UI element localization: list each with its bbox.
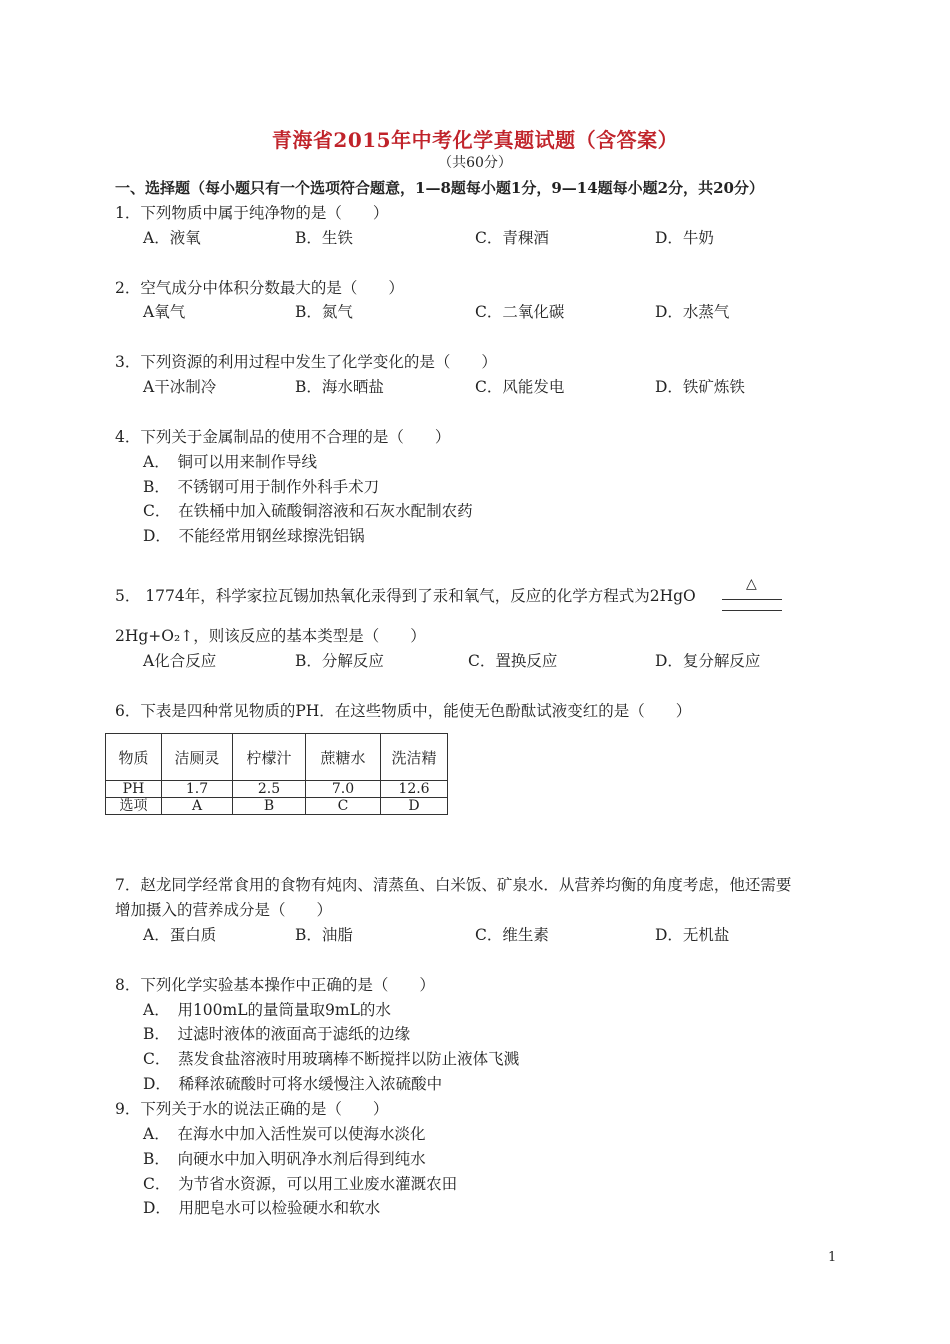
question-5-option-c: C．置换反应 <box>468 652 558 670</box>
table-cell: A <box>162 798 233 815</box>
table-cell: 7.0 <box>306 781 381 798</box>
question-2-stem: 2．空气成分中体积分数最大的是（ ） <box>115 279 404 297</box>
question-1-stem: 1．下列物质中属于纯净物的是（ ） <box>115 204 389 222</box>
table-cell: C <box>306 798 381 815</box>
table-cell: D <box>381 798 448 815</box>
table-cell: 洁厕灵 <box>162 734 233 781</box>
question-2-option-d: D．水蒸气 <box>655 303 730 321</box>
question-3-option-a: A干冰制冷 <box>143 378 217 396</box>
table-cell: 2.5 <box>233 781 306 798</box>
question-8-option-d: D． 稀释浓硫酸时可将水缓慢注入浓硫酸中 <box>143 1075 443 1093</box>
heat-symbol: △ <box>746 576 757 592</box>
question-3-option-d: D．铁矿炼铁 <box>655 378 745 396</box>
question-8-option-a: A． 用100mL的量筒量取9mL的水 <box>143 1001 391 1019</box>
question-5-stem: 5． 1774年，科学家拉瓦锡加热氧化汞得到了汞和氧气，反应的化学方程式为2HgO <box>115 587 696 605</box>
question-3-option-c: C．风能发电 <box>475 378 565 396</box>
table-cell: B <box>233 798 306 815</box>
question-7-option-b: B．油脂 <box>295 926 353 944</box>
reaction-equals-sign <box>722 599 782 611</box>
question-7-stem: 7．赵龙同学经常食用的食物有炖肉、清蒸鱼、白米饭、矿泉水．从营养均衡的角度考虑，他还需要 <box>115 876 792 894</box>
question-9-option-b: B． 向硬水中加入明矾净水剂后得到纯水 <box>143 1150 426 1168</box>
question-9-stem: 9．下列关于水的说法正确的是（ ） <box>115 1100 389 1118</box>
table-row-option <box>106 798 448 815</box>
question-2-option-a: A氧气 <box>143 303 186 321</box>
table-cell: 1.7 <box>162 781 233 798</box>
table-cell: 12.6 <box>381 781 448 798</box>
question-5-stem-continued: 2Hg+O₂↑，则该反应的基本类型是（ ） <box>115 627 426 645</box>
question-1-option-a: A．液氧 <box>143 229 201 247</box>
question-1-option-c: C．青稞酒 <box>475 229 549 247</box>
page-title: 青海省2015年中考化学真题试题（含答案） <box>271 128 679 152</box>
table-cell: 选项 <box>106 798 162 815</box>
ph-table <box>105 733 448 815</box>
question-7-option-a: A．蛋白质 <box>143 926 217 944</box>
table-row-ph <box>106 781 448 798</box>
question-9-option-d: D． 用肥皂水可以检验硬水和软水 <box>143 1199 381 1217</box>
question-9-option-a: A． 在海水中加入活性炭可以使海水淡化 <box>143 1125 426 1143</box>
table-cell: 物质 <box>106 734 162 781</box>
table-cell: 蔗糖水 <box>306 734 381 781</box>
question-4-option-c: C． 在铁桶中加入硫酸铜溶液和石灰水配制农药 <box>143 502 473 520</box>
question-3-stem: 3．下列资源的利用过程中发生了化学变化的是（ ） <box>115 353 497 371</box>
question-5-option-d: D．复分解反应 <box>655 652 761 670</box>
question-3-option-b: B．海水晒盐 <box>295 378 384 396</box>
question-7-option-d: D．无机盐 <box>655 926 730 944</box>
table-row-header <box>106 734 448 781</box>
question-8-stem: 8．下列化学实验基本操作中正确的是（ ） <box>115 976 435 994</box>
question-9-option-c: C． 为节省水资源，可以用工业废水灌溉农田 <box>143 1175 458 1193</box>
question-7-option-c: C．维生素 <box>475 926 549 944</box>
question-5-option-b: B．分解反应 <box>295 652 384 670</box>
table-cell: PH <box>106 781 162 798</box>
question-8-option-c: C． 蒸发食盐溶液时用玻璃棒不断搅拌以防止液体飞溅 <box>143 1050 520 1068</box>
table-cell: 柠檬汁 <box>233 734 306 781</box>
question-2-option-c: C．二氧化碳 <box>475 303 565 321</box>
question-4-option-d: D． 不能经常用钢丝球擦洗铝锅 <box>143 527 365 545</box>
table-cell: 洗洁精 <box>381 734 448 781</box>
question-1-option-d: D．牛奶 <box>655 229 714 247</box>
question-4-option-b: B． 不锈钢可用于制作外科手术刀 <box>143 478 380 496</box>
question-4-stem: 4．下列关于金属制品的使用不合理的是（ ） <box>115 428 451 446</box>
page-number: 1 <box>828 1250 837 1265</box>
question-1-option-b: B．生铁 <box>295 229 353 247</box>
question-8-option-b: B． 过滤时液体的液面高于滤纸的边缘 <box>143 1025 411 1043</box>
question-6-stem: 6．下表是四种常见物质的PH．在这些物质中，能使无色酚酞试液变红的是（ ） <box>115 702 692 720</box>
question-5-option-a: A化合反应 <box>143 652 217 670</box>
score-subtitle: （共60分） <box>438 155 512 171</box>
question-7-stem-continued: 增加摄入的营养成分是（ ） <box>115 901 333 919</box>
question-4-option-a: A． 铜可以用来制作导线 <box>143 453 317 471</box>
section-heading: 一、选择题（每小题只有一个选项符合题意，1—8题每小题1分，9—14题每小题2分，共20分） <box>115 179 764 197</box>
question-2-option-b: B．氮气 <box>295 303 353 321</box>
